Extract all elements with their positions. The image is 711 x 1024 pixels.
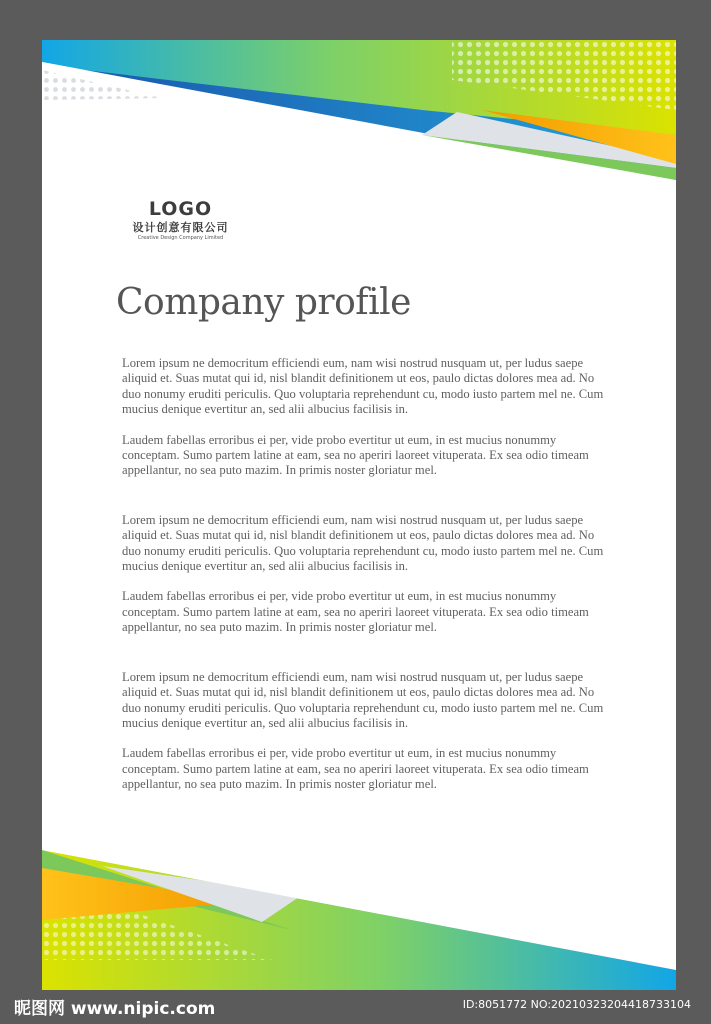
text-group xyxy=(122,356,612,479)
header-decoration xyxy=(42,40,676,200)
footer-decoration xyxy=(42,840,676,990)
text-group xyxy=(122,670,612,793)
logo-text: LOGO xyxy=(148,198,213,220)
page-title: Company profile xyxy=(116,282,411,323)
body-paragraph: Lorem ipsum ne democritum efficiendi eum, nam wisi nostrud nusquam ut, per ludus saepe aliquid et. Suas mutat qui id, nisl blandit definitionem ut eos, paulo dictas dolores mea ad. No duo nonumy eruditi periculis. Quo voluptaria reprehendunt cu, modo iusto partem mel ne. Cum mucius denique evertitur an, sed alii albucius facilisis in. xyxy=(122,512,604,574)
body-paragraph: Laudem fabellas erroribus ei per, vide probo evertitur ut eum, in est mucius nonummy conceptam. Sumo partem latine at eam, sea no aperiri laoreet vituperata. Ex sea odio timeam appellantur, no sea puto mazim. In primis noster gloriatur mel. xyxy=(122,746,589,792)
watermark-bar xyxy=(0,990,711,1024)
company-logo xyxy=(118,198,243,242)
watermark-site: 昵图网 www.nipic.com xyxy=(14,999,216,1019)
watermark-id: ID:8051772 NO:20210323204418733104 xyxy=(462,998,691,1011)
body-paragraph: Lorem ipsum ne democritum efficiendi eum, nam wisi nostrud nusquam ut, per ludus saepe aliquid et. Suas mutat qui id, nisl blandit definitionem ut eos, paulo dictas dolores mea ad. No duo nonumy eruditi periculis. Quo voluptaria reprehendunt cu, modo iusto partem mel ne. Cum mucius denique evertitur an, sed alii albucius facilisis in. xyxy=(122,669,604,730)
logo-company-name-en: Creative Design Company Limited xyxy=(137,235,224,241)
text-group xyxy=(122,513,612,636)
body-paragraph: Laudem fabellas erroribus ei per, vide probo evertitur ut eum, in est mucius nonummy conceptam. Sumo partem latine at eam, sea no aperiri laoreet vituperata. Ex sea odio timeam appellantur, no sea puto mazim. In primis noster gloriatur mel. xyxy=(122,589,589,635)
document-body xyxy=(122,356,612,827)
body-paragraph: Lorem ipsum ne democritum efficiendi eum, nam wisi nostrud nusquam ut, per ludus saepe aliquid et. Suas mutat qui id, nisl blandit definitionem ut eos, paulo dictas dolores mea ad. No duo nonumy eruditi periculis. Quo voluptaria reprehendunt cu, modo iusto partem mel ne. Cum mucius denique evertitur an, sed alii albucius facilisis in. xyxy=(122,356,604,417)
logo-company-name-cn: 设计创意有限公司 xyxy=(132,221,229,234)
body-paragraph: Laudem fabellas erroribus ei per, vide probo evertitur ut eum, in est mucius nonummy conceptam. Sumo partem latine at eam, sea no aperiri laoreet vituperata. Ex sea odio timeam appellantur, no sea puto mazim. In primis noster gloriatur mel. xyxy=(122,432,589,478)
letterhead-page xyxy=(42,40,676,990)
